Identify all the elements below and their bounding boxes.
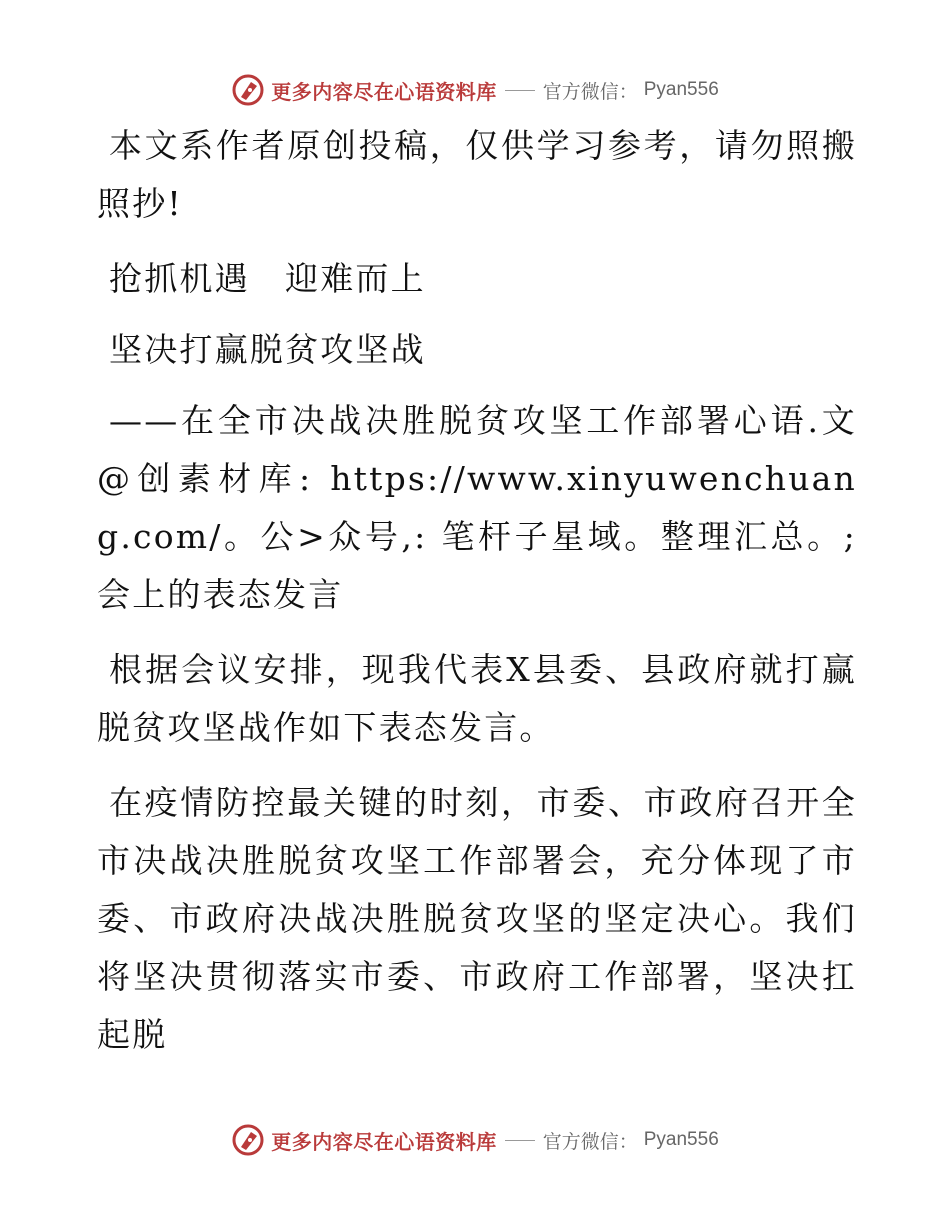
body-paragraph: 根据会议安排，现我代表X县委、县政府就打赢脱贫攻坚战作如下表态发言。 <box>97 650 857 747</box>
watermark-contact-id: Pyan556 <box>643 1129 719 1150</box>
watermark-contact-label: 官方微信： <box>542 1130 638 1153</box>
watermark-contact-id: Pyan556 <box>643 79 719 100</box>
pen-nib-logo-icon <box>231 73 265 107</box>
header-watermark <box>0 70 950 110</box>
footer-watermark <box>0 1120 950 1160</box>
document-body <box>97 117 857 1081</box>
document-subtitle: ——在全市决战决胜脱贫攻坚工作部署心语.文@创素材库: https://www.xinyuwenchuang.com/。公>众号,: 笔杆子星域。整理汇总。;会上的表态发言 <box>97 401 857 614</box>
document-title-line-1: 抢抓机遇 迎难而上 <box>109 259 426 298</box>
watermark-brand-text: 更多内容尽在心语资料库 <box>271 79 497 104</box>
watermark-divider <box>505 1140 535 1141</box>
body-paragraph: 在疫情防控最关键的时刻，市委、市政府召开全市决战决胜脱贫攻坚工作部署会，充分体现了市委、市政府决战决胜脱贫攻坚的坚定决心。我们将坚决贯彻落实市委、市政府工作部署，坚决扛起脱 <box>97 783 857 1054</box>
document-title-line-2: 坚决打赢脱贫攻坚战 <box>109 330 426 369</box>
watermark-contact-label: 官方微信： <box>542 80 638 103</box>
disclaimer-paragraph: 本文系作者原创投稿，仅供学习参考，请勿照搬照抄! <box>97 126 857 223</box>
watermark-divider <box>505 90 535 91</box>
watermark-brand-text: 更多内容尽在心语资料库 <box>271 1129 497 1154</box>
pen-nib-logo-icon <box>231 1123 265 1157</box>
